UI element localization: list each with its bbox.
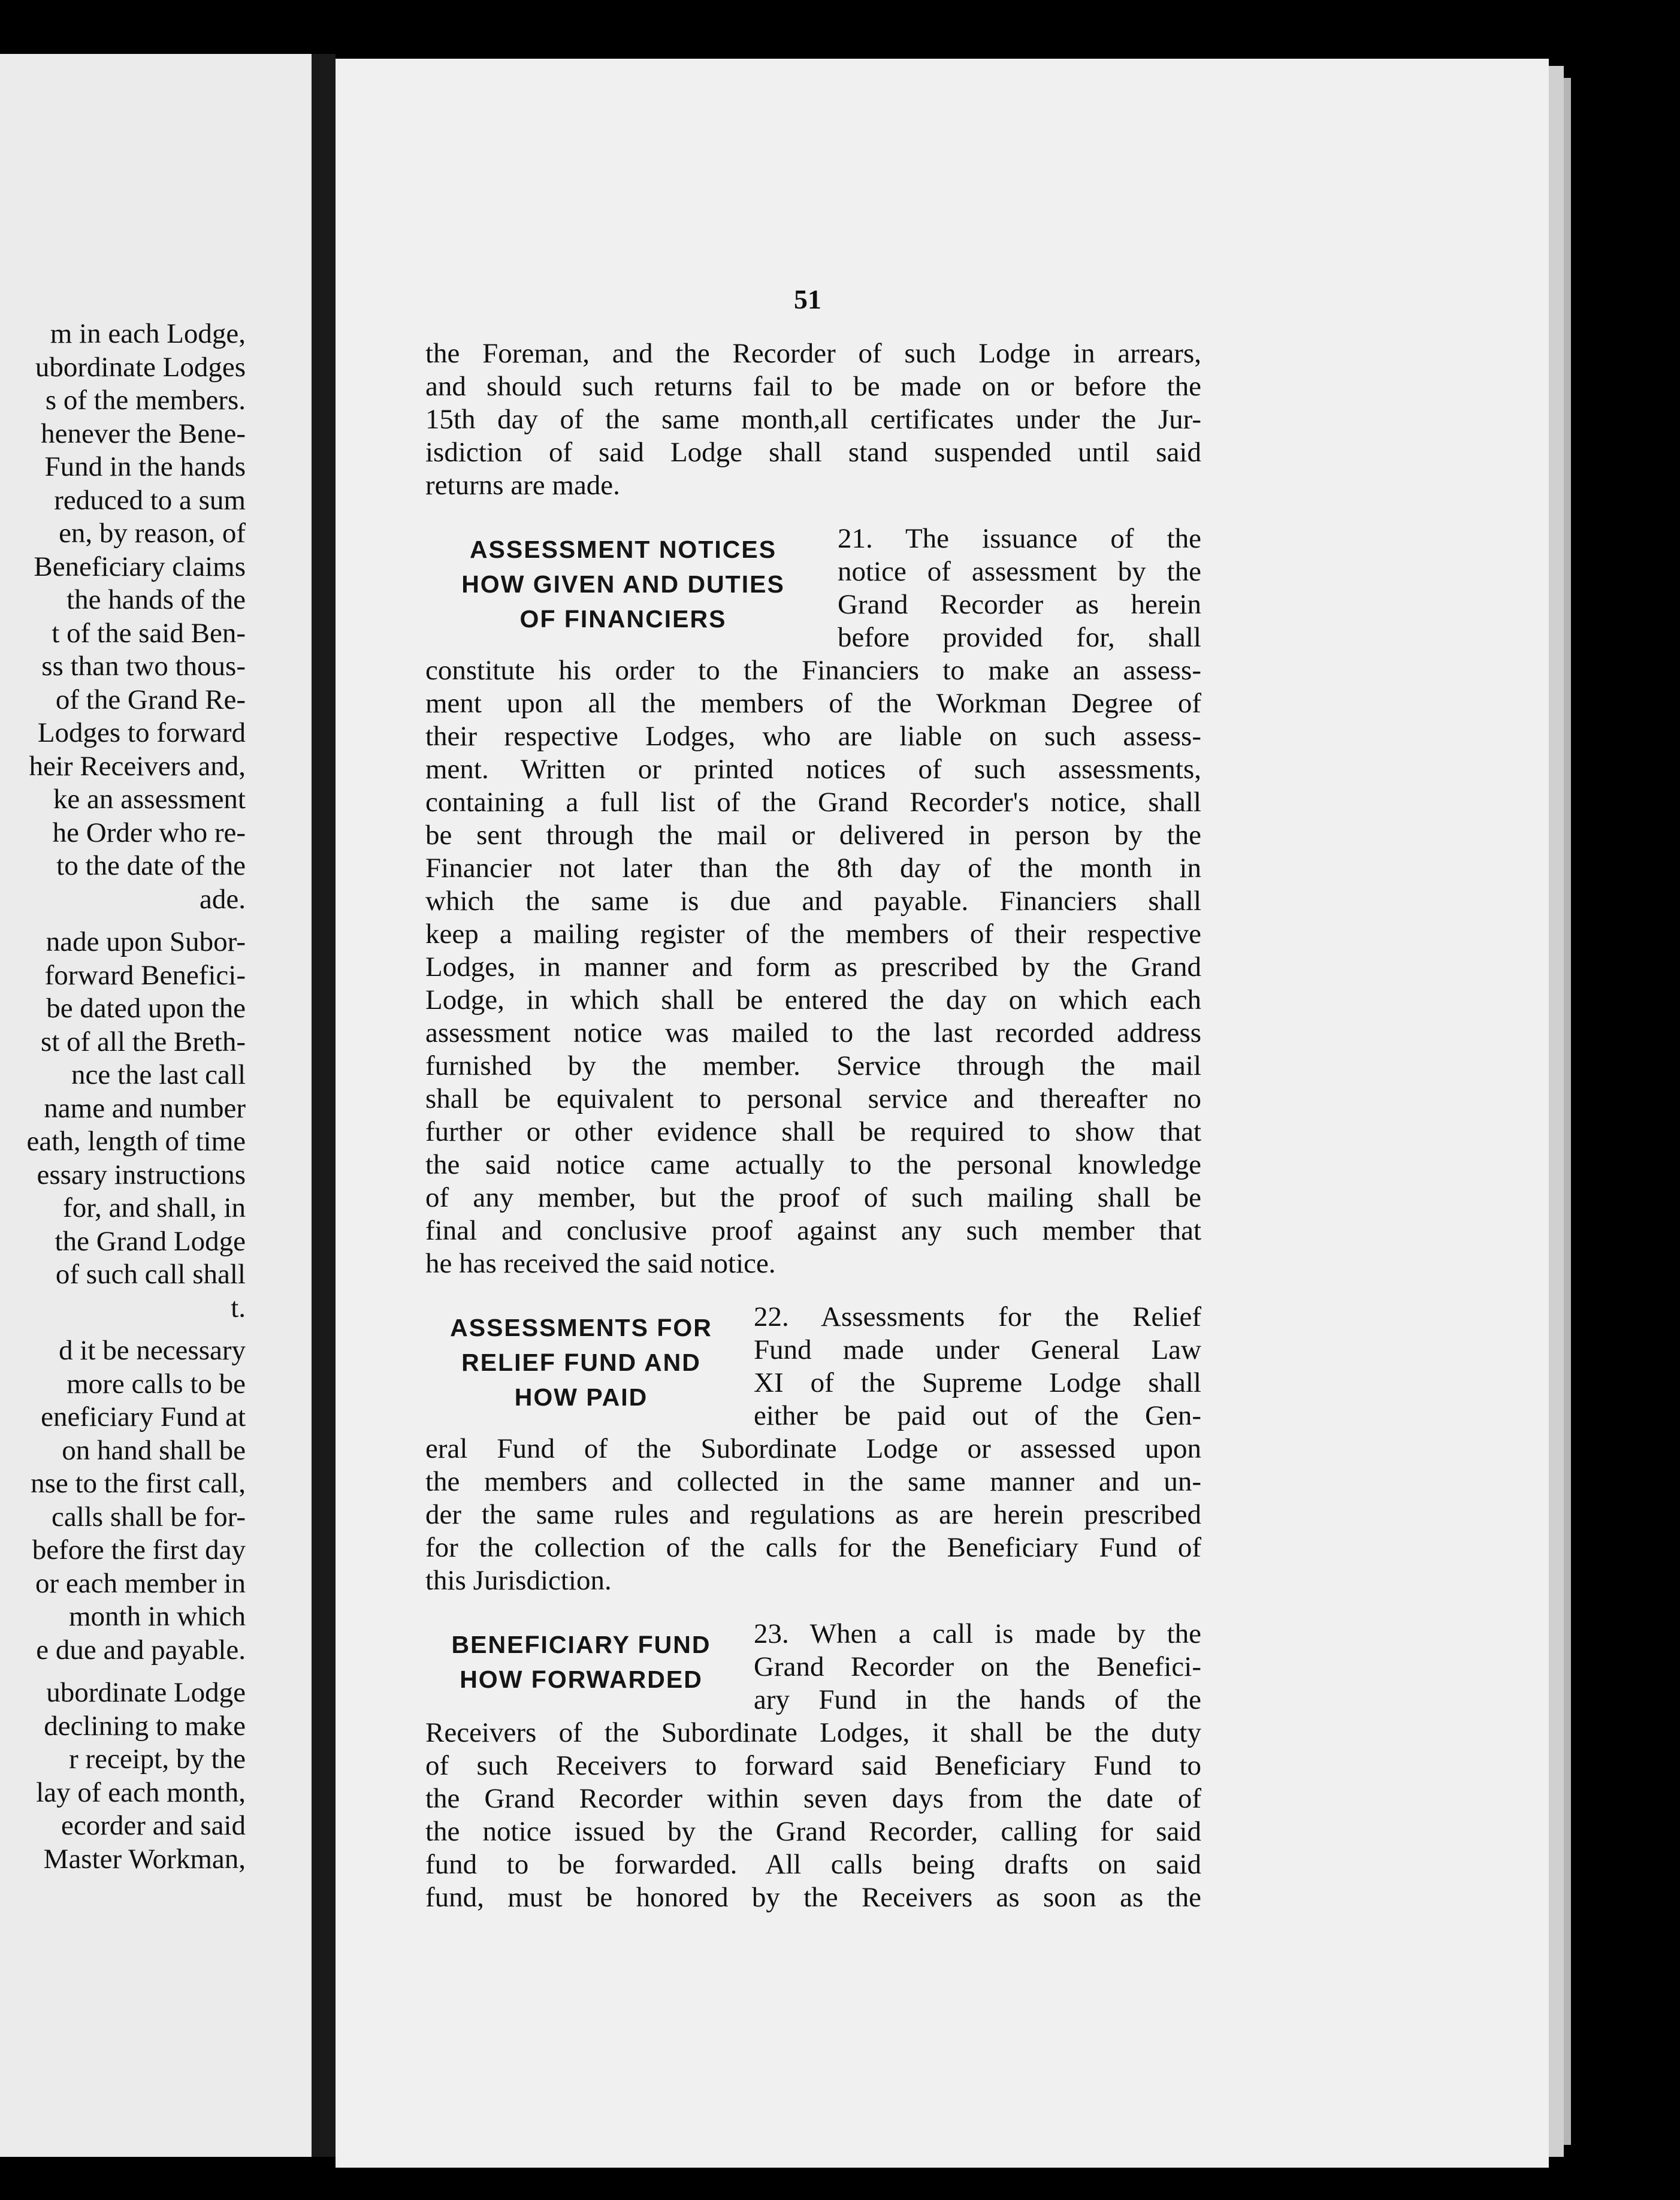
left-page-line: s of the members.	[45, 385, 246, 416]
text-line: final and conclusive proof against any such member that	[425, 1215, 1201, 1246]
heading-line: HOW PAID	[514, 1383, 648, 1411]
left-page-line: ade.	[200, 883, 246, 915]
left-page-line: m in each Lodge,	[50, 318, 246, 349]
text-line: Grand Recorder on the Benefici-	[754, 1651, 1201, 1682]
text-line: ary Fund in the hands of the	[754, 1684, 1201, 1715]
left-page-line: for, and shall, in	[63, 1192, 246, 1223]
left-page-line: calls shall be for-	[51, 1501, 246, 1533]
paragraph-gap	[0, 1667, 246, 1676]
left-page-line: forward Benefici-	[44, 959, 246, 991]
heading-line: ASSESSMENT NOTICES	[469, 536, 777, 563]
left-page-line: reduced to a sum	[54, 484, 246, 516]
text-line: furnished by the member. Service through the mail	[425, 1050, 1201, 1081]
page-number: 51	[794, 284, 821, 315]
text-line: Financier not later than the 8th day of the month in	[425, 853, 1201, 884]
text-line: the said notice came actually to the personal knowledge	[425, 1149, 1201, 1180]
text-line: the notice issued by the Grand Recorder, calling for said	[425, 1816, 1201, 1847]
heading-line: HOW GIVEN AND DUTIES	[461, 570, 785, 598]
text-line: Lodges, in manner and form as prescribed by the Grand	[425, 951, 1201, 983]
left-page-line: Lodges to forward	[37, 717, 246, 748]
main-page	[336, 59, 1549, 2168]
text-line: shall be equivalent to personal service and thereafter no	[425, 1083, 1201, 1114]
left-page-line: t.	[231, 1292, 246, 1323]
left-page-line: name and number	[44, 1092, 246, 1124]
text-line: notice of assessment by the	[838, 556, 1201, 587]
left-page-line: eneficiary Fund at	[41, 1401, 246, 1433]
left-page-line: ecorder and said	[61, 1810, 246, 1841]
left-facing-page	[0, 54, 312, 2157]
text-line: their respective Lodges, who are liable on such assess-	[425, 721, 1201, 752]
text-line: 22. Assessments for the Relief	[754, 1301, 1201, 1332]
page-content	[425, 337, 1201, 1914]
left-page-line: the hands of the	[67, 584, 246, 615]
left-page-line: heir Receivers and,	[29, 750, 246, 782]
heading-line: RELIEF FUND AND	[461, 1349, 701, 1376]
text-line: containing a full list of the Grand Recorder's notice, shall	[425, 787, 1201, 818]
left-page-line: he Order who re-	[52, 817, 246, 848]
left-page-line: nce the last call	[71, 1059, 246, 1090]
text-line: of any member, but the proof of such mailing shall be	[425, 1182, 1201, 1213]
paragraph-gap	[0, 1325, 246, 1334]
text-line: of such Receivers to forward said Beneficiary Fund to	[425, 1750, 1201, 1781]
left-page-line: e due and payable.	[36, 1634, 246, 1666]
left-page-line: before the first day	[32, 1534, 246, 1566]
left-page-line: ss than two thous-	[41, 651, 246, 682]
text-line: ment upon all the members of the Workman Degree of	[425, 688, 1201, 719]
left-page-line: Master Workman,	[43, 1843, 246, 1875]
left-page-line: ubordinate Lodges	[35, 351, 246, 383]
text-line: 15th day of the same month,all certificates under the Jur-	[425, 404, 1201, 435]
gutter-shadow	[312, 54, 336, 2157]
heading-line: BENEFICIARY FUND	[451, 1631, 711, 1658]
left-page-line: ke an assessment	[53, 784, 246, 815]
text-line: 21. The issuance of the	[838, 523, 1201, 554]
text-line: be sent through the mail or delivered in person by the	[425, 820, 1201, 851]
text-line: 23. When a call is made by the	[754, 1618, 1201, 1649]
left-page-line: lay of each month,	[36, 1776, 246, 1808]
left-page-line: essary instructions	[37, 1159, 246, 1190]
left-page-line: nse to the first call,	[31, 1468, 246, 1499]
intro-paragraph	[425, 337, 1201, 502]
text-line: isdiction of said Lodge shall stand suspended until said	[425, 437, 1201, 468]
text-line: and should such returns fail to be made on or before the	[425, 371, 1201, 402]
text-line: Lodge, in which shall be entered the day on which each	[425, 984, 1201, 1016]
text-line: assessment notice was mailed to the last recorded address	[425, 1017, 1201, 1048]
left-page-line: Fund in the hands	[44, 451, 246, 482]
left-page-line: the Grand Lodge	[55, 1225, 246, 1257]
text-line: the Grand Recorder within seven days from the date of	[425, 1783, 1201, 1814]
paragraph-gap	[0, 916, 246, 926]
page-edge-stack-2	[1564, 78, 1571, 2145]
text-line: keep a mailing register of the members of their respective	[425, 918, 1201, 950]
left-page-line: en, by reason, of	[59, 518, 246, 549]
left-page-line: declining to make	[44, 1710, 246, 1742]
heading-line: ASSESSMENTS FOR	[450, 1314, 712, 1341]
left-page-line: st of all the Breth-	[41, 1026, 246, 1057]
left-page-line: to the date of the	[56, 850, 246, 881]
left-page-line: of such call shall	[55, 1259, 246, 1290]
text-line: the Foreman, and the Recorder of such Lodge in arrears,	[425, 338, 1201, 369]
left-page-line: more calls to be	[67, 1368, 246, 1400]
text-line: returns are made.	[425, 470, 620, 501]
text-line: Fund made under General Law	[754, 1334, 1201, 1365]
left-page-line: or each member in	[35, 1567, 246, 1599]
text-line: either be paid out of the Gen-	[754, 1400, 1201, 1431]
text-line: der the same rules and regulations as are herein prescribed	[425, 1499, 1201, 1530]
left-page-line: t of the said Ben-	[52, 617, 246, 649]
left-page-line: be dated upon the	[46, 993, 246, 1024]
left-page-line: on hand shall be	[62, 1434, 246, 1466]
text-line: eral Fund of the Subordinate Lodge or assessed upon	[425, 1433, 1201, 1464]
text-line: Grand Recorder as herein	[838, 589, 1201, 620]
left-page-line: d it be necessary	[59, 1335, 246, 1366]
section-heading	[425, 532, 821, 636]
text-line: fund to be forwarded. All calls being drafts on said	[425, 1849, 1201, 1880]
heading-line: HOW FORWARDED	[460, 1666, 703, 1693]
left-page-line: month in which	[68, 1601, 246, 1632]
section-heading	[425, 1310, 737, 1415]
left-page-text	[0, 318, 246, 1876]
text-line: this Jurisdiction.	[425, 1565, 612, 1596]
text-line: fund, must be honored by the Receivers as soon as the	[425, 1882, 1201, 1913]
text-line: further or other evidence shall be required to show that	[425, 1116, 1201, 1147]
section-heading	[425, 1627, 737, 1697]
section-21	[425, 522, 1201, 1280]
text-line: constitute his order to the Financiers to make an assess-	[425, 655, 1201, 686]
text-line: which the same is due and payable. Financiers shall	[425, 886, 1201, 917]
text-line: the members and collected in the same manner and un-	[425, 1466, 1201, 1497]
text-line: ment. Written or printed notices of such assessments,	[425, 754, 1201, 785]
text-line: for the collection of the calls for the Beneficiary Fund of	[425, 1532, 1201, 1563]
left-page-line: eath, length of time	[26, 1126, 246, 1157]
left-page-line: henever the Bene-	[41, 418, 246, 449]
left-page-line: Beneficiary claims	[34, 551, 246, 582]
section-23	[425, 1618, 1201, 1914]
text-line: XI of the Supreme Lodge shall	[754, 1367, 1201, 1398]
left-page-line: ubordinate Lodge	[46, 1677, 246, 1708]
heading-line: OF FINANCIERS	[519, 605, 727, 633]
section-22	[425, 1301, 1201, 1597]
left-page-line: r receipt, by the	[69, 1743, 246, 1775]
text-line: before provided for, shall	[838, 622, 1201, 653]
page-edge-stack	[1549, 66, 1564, 2157]
left-page-line: nade upon Subor-	[46, 926, 246, 957]
text-line: Receivers of the Subordinate Lodges, it shall be the duty	[425, 1717, 1201, 1748]
left-page-line: of the Grand Re-	[55, 684, 246, 715]
text-line: he has received the said notice.	[425, 1248, 776, 1279]
